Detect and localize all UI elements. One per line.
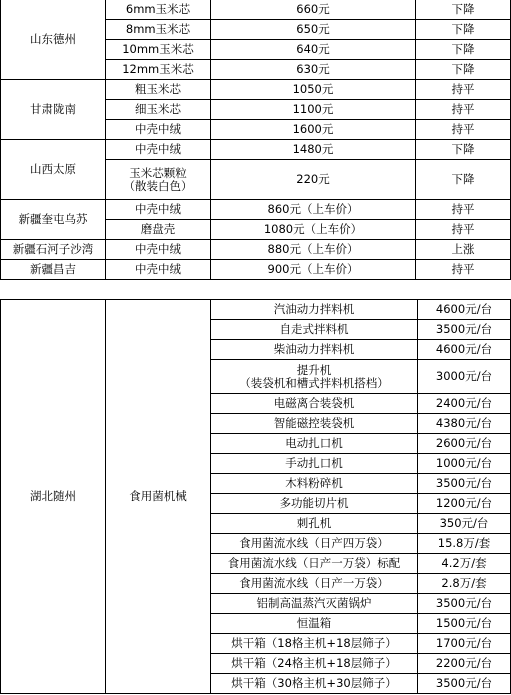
- price-cell: 1100元: [211, 100, 416, 120]
- product-cell: 中壳中绒: [106, 240, 211, 260]
- item-price-cell: 2400元/台: [418, 394, 511, 414]
- price-cell: 1050元: [211, 80, 416, 100]
- item-name-cell: 食用菌流水线（日产一万袋）: [211, 574, 418, 594]
- item-price-cell: 4600元/台: [418, 300, 511, 320]
- price-cell: 640元: [211, 40, 416, 60]
- trend-cell: 上涨: [416, 240, 511, 260]
- trend-cell: 下降: [416, 60, 511, 80]
- table-row: [1, 0, 511, 20]
- trend-cell: 持平: [416, 120, 511, 140]
- item-name-cell: [211, 360, 418, 394]
- table-row: [1, 200, 511, 220]
- item-name-cell: 刺孔机: [211, 514, 418, 534]
- item-price-cell: 2600元/台: [418, 434, 511, 454]
- item-price-cell: 4600元/台: [418, 340, 511, 360]
- trend-cell: 下降: [416, 40, 511, 60]
- item-price-cell: 4380元/台: [418, 414, 511, 434]
- trend-cell: 持平: [416, 220, 511, 240]
- item-name-cell: 木料粉碎机: [211, 474, 418, 494]
- product-cell: 细玉米芯: [106, 100, 211, 120]
- item-name-cell: 食用菌流水线（日产一万袋）标配: [211, 554, 418, 574]
- item-price-cell: 1000元/台: [418, 454, 511, 474]
- trend-cell: 下降: [416, 0, 511, 20]
- price-cell: 880元（上车价）: [211, 240, 416, 260]
- item-name-cell: 汽油动力拌料机: [211, 300, 418, 320]
- region-cell: 山东德州: [1, 0, 106, 80]
- price-cell: 220元: [211, 160, 416, 200]
- item-name-cell: 自走式拌料机: [211, 320, 418, 340]
- price-cell: 660元: [211, 0, 416, 20]
- trend-cell: 下降: [416, 160, 511, 200]
- item-name-cell: 手动扎口机: [211, 454, 418, 474]
- product-line: （散装白色）: [123, 178, 193, 193]
- trend-cell: 持平: [416, 100, 511, 120]
- item-name-cell: 柴油动力拌料机: [211, 340, 418, 360]
- item-name-cell: 恒温箱: [211, 614, 418, 634]
- price-table-regions: [0, 0, 511, 280]
- item-name-line: （装袋机和槽式拌料机搭档）: [239, 375, 389, 390]
- table-row: [1, 140, 511, 160]
- product-cell: 磨盘壳: [106, 220, 211, 240]
- price-cell: 900元（上车价）: [211, 260, 416, 280]
- item-price-cell: 15.8万/套: [418, 534, 511, 554]
- product-cell: 12mm玉米芯: [106, 60, 211, 80]
- item-price-cell: 1500元/台: [418, 614, 511, 634]
- price-cell: 1480元: [211, 140, 416, 160]
- item-price-cell: 3500元/台: [418, 320, 511, 340]
- item-name-cell: 铝制高温蒸汽灭菌锅炉: [211, 594, 418, 614]
- price-cell: 630元: [211, 60, 416, 80]
- item-price-cell: 3500元/台: [418, 674, 511, 694]
- item-name-cell: 食用菌流水线（日产四万袋）: [211, 534, 418, 554]
- price-cell: 1080元（上车价）: [211, 220, 416, 240]
- item-name-line: 提升机: [296, 362, 332, 377]
- item-price-cell: 3000元/台: [418, 360, 511, 394]
- trend-cell: 下降: [416, 20, 511, 40]
- price-cell: 650元: [211, 20, 416, 40]
- product-cell: 8mm玉米芯: [106, 20, 211, 40]
- product-cell: 粗玉米芯: [106, 80, 211, 100]
- item-price-cell: 1700元/台: [418, 634, 511, 654]
- product-cell: 中壳中绒: [106, 120, 211, 140]
- category-cell: 食用菌机械: [106, 300, 211, 694]
- region-cell: 山西太原: [1, 140, 106, 200]
- item-name-cell: 烘干箱（18格主机+18层筛子）: [211, 634, 418, 654]
- trend-cell: 持平: [416, 200, 511, 220]
- item-price-cell: 4.2万/套: [418, 554, 511, 574]
- price-cell: 1600元: [211, 120, 416, 140]
- region-cell: 甘肃陇南: [1, 80, 106, 140]
- item-price-cell: 1200元/台: [418, 494, 511, 514]
- item-name-cell: 烘干箱（24格主机+18层筛子）: [211, 654, 418, 674]
- item-price-cell: 3500元/台: [418, 594, 511, 614]
- item-price-cell: 3500元/台: [418, 474, 511, 494]
- trend-cell: 下降: [416, 140, 511, 160]
- item-price-cell: 2200元/台: [418, 654, 511, 674]
- table-row: [1, 240, 511, 260]
- product-cell: 中壳中绒: [106, 140, 211, 160]
- product-cell: 6mm玉米芯: [106, 0, 211, 20]
- item-price-cell: 2.8万/套: [418, 574, 511, 594]
- product-line: 玉米芯颗粒: [129, 165, 187, 180]
- trend-cell: 持平: [416, 80, 511, 100]
- product-cell: 中壳中绒: [106, 200, 211, 220]
- item-price-cell: 350元/台: [418, 514, 511, 534]
- table-row: [1, 80, 511, 100]
- table-row: [1, 300, 511, 320]
- product-cell: 10mm玉米芯: [106, 40, 211, 60]
- region-cell: 湖北随州: [1, 300, 106, 694]
- item-name-cell: 烘干箱（30格主机+30层筛子）: [211, 674, 418, 694]
- table-row: [1, 260, 511, 280]
- region-cell: 新疆石河子沙湾: [1, 240, 106, 260]
- region-cell: 新疆昌吉: [1, 260, 106, 280]
- price-table-machinery: [0, 299, 511, 694]
- item-name-cell: 电动扎口机: [211, 434, 418, 454]
- price-cell: 860元（上车价）: [211, 200, 416, 220]
- trend-cell: 持平: [416, 260, 511, 280]
- item-name-cell: 电磁离合装袋机: [211, 394, 418, 414]
- region-cell: 新疆奎屯乌苏: [1, 200, 106, 240]
- product-cell: 中壳中绒: [106, 260, 211, 280]
- item-name-cell: 智能磁控装袋机: [211, 414, 418, 434]
- product-cell: [106, 160, 211, 200]
- item-name-cell: 多功能切片机: [211, 494, 418, 514]
